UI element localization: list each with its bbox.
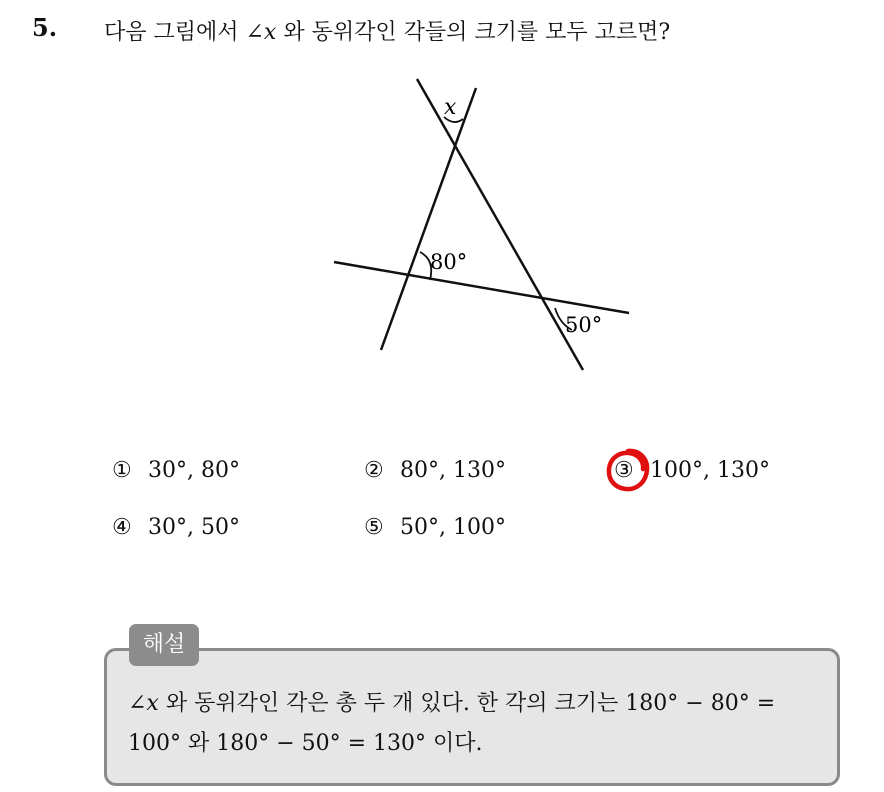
question-number: 5. <box>32 13 58 42</box>
solution-text <box>128 684 828 764</box>
choice-1-number: ① <box>112 458 132 483</box>
choice-4-number: ④ <box>112 515 132 540</box>
solution-angle-x: ∠x <box>128 691 159 716</box>
choice-2-number: ② <box>364 458 384 483</box>
choice-4-text: 30°, 50° <box>148 515 240 540</box>
choice-5-text: 50°, 100° <box>400 515 506 540</box>
choice-1-text: 30°, 80° <box>148 458 240 483</box>
choice-2-text: 80°, 130° <box>400 458 506 483</box>
solution-line-1-text: 와 동위각인 각은 총 두 개 있다. 한 각의 크기는 180° − 80° = <box>158 691 776 716</box>
solution-line-1 <box>128 684 828 724</box>
right-transversal-line <box>417 79 583 370</box>
left-transversal-line <box>381 88 476 350</box>
answer-circle-marker <box>604 446 652 494</box>
choice-3-number: ③ <box>614 458 634 483</box>
choice-2[interactable] <box>364 458 506 484</box>
angle-x-symbol: ∠x <box>245 20 277 45</box>
angle-figure <box>320 70 640 380</box>
label-50: 50° <box>565 313 603 337</box>
question-text <box>104 15 670 46</box>
solution-tag: 해설 <box>129 624 199 666</box>
horizontal-line <box>334 262 629 313</box>
choice-4[interactable] <box>112 515 240 541</box>
solution-line-2: 100° 와 180° − 50° = 130° 이다. <box>128 731 483 756</box>
choice-5[interactable] <box>364 515 506 541</box>
label-x: x <box>444 95 457 120</box>
label-80: 80° <box>430 250 468 274</box>
choice-1[interactable] <box>112 458 240 484</box>
choice-3-text: 100°, 130° <box>650 458 770 483</box>
question-text-suffix: 와 동위각인 각들의 크기를 모두 고르면? <box>276 20 671 45</box>
choice-5-number: ⑤ <box>364 515 384 540</box>
question-text-prefix: 다음 그림에서 <box>104 20 246 45</box>
